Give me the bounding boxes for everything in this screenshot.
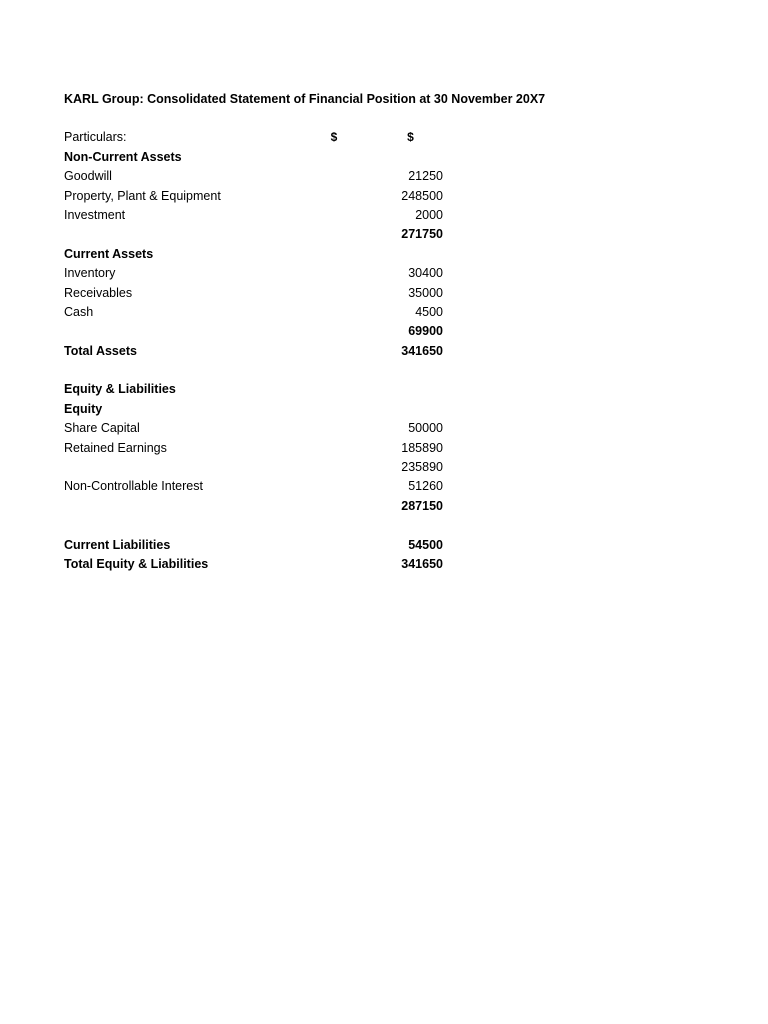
statement-rows xyxy=(64,148,454,575)
row-amount: 271750 xyxy=(401,227,443,242)
row-label: Total Assets xyxy=(64,343,137,358)
row-amount: 21250 xyxy=(408,169,443,184)
financial-statement xyxy=(64,89,546,574)
statement-row xyxy=(64,342,454,361)
row-label: Equity & Liabilities xyxy=(64,382,176,397)
row-amount: 287150 xyxy=(401,498,443,513)
row-amount: 4500 xyxy=(415,304,443,319)
column-header-row xyxy=(64,128,454,147)
row-amount: 30400 xyxy=(408,266,443,281)
row-label: Receivables xyxy=(64,285,133,300)
row-label: Investment xyxy=(64,207,126,222)
row-amount: 69900 xyxy=(408,324,443,339)
statement-row xyxy=(64,477,454,496)
row-label: Non-Controllable Interest xyxy=(64,479,203,494)
statement-row xyxy=(64,187,454,206)
row-amount: 51260 xyxy=(408,479,443,494)
statement-row xyxy=(64,380,454,399)
row-label: Inventory xyxy=(64,266,116,281)
row-amount: 235890 xyxy=(401,460,443,475)
row-label: Share Capital xyxy=(64,421,140,436)
statement-row xyxy=(64,497,454,516)
statement-row xyxy=(64,400,454,419)
statement-row xyxy=(64,458,454,477)
statement-title: KARL Group: Consolidated Statement of Financial Position at 30 November 20X7 xyxy=(64,92,546,106)
statement-row xyxy=(64,555,454,574)
row-amount: 35000 xyxy=(408,285,443,300)
row-label: Goodwill xyxy=(64,169,112,184)
currency-header-1: $ xyxy=(330,130,338,145)
statement-row xyxy=(64,284,454,303)
statement-row xyxy=(64,206,454,225)
row-label: Non-Current Assets xyxy=(64,149,182,164)
statement-row xyxy=(64,361,454,380)
row-amount: 50000 xyxy=(408,421,443,436)
row-label: Current Assets xyxy=(64,246,154,261)
statement-row xyxy=(64,264,454,283)
statement-row xyxy=(64,322,454,341)
statement-row xyxy=(64,303,454,322)
row-amount: 248500 xyxy=(401,188,443,203)
currency-header-2: $ xyxy=(407,130,414,145)
row-amount: 2000 xyxy=(415,207,443,222)
row-amount: 185890 xyxy=(401,440,443,455)
statement-row xyxy=(64,419,454,438)
particulars-header: Particulars: xyxy=(64,130,127,145)
row-label: Current Liabilities xyxy=(64,537,171,552)
statement-row xyxy=(64,536,454,555)
statement-row xyxy=(64,516,454,535)
row-amount: 341650 xyxy=(401,556,443,571)
statement-row xyxy=(64,245,454,264)
statement-row xyxy=(64,148,454,167)
row-label: Cash xyxy=(64,304,94,319)
row-label: Total Equity & Liabilities xyxy=(64,556,209,571)
statement-row xyxy=(64,439,454,458)
blank-row xyxy=(64,109,454,128)
row-amount: 54500 xyxy=(408,537,443,552)
statement-row xyxy=(64,225,454,244)
row-amount: 341650 xyxy=(401,343,443,358)
row-label: Property, Plant & Equipment xyxy=(64,188,221,203)
row-label: Equity xyxy=(64,401,103,416)
row-label: Retained Earnings xyxy=(64,440,167,455)
statement-row xyxy=(64,167,454,186)
